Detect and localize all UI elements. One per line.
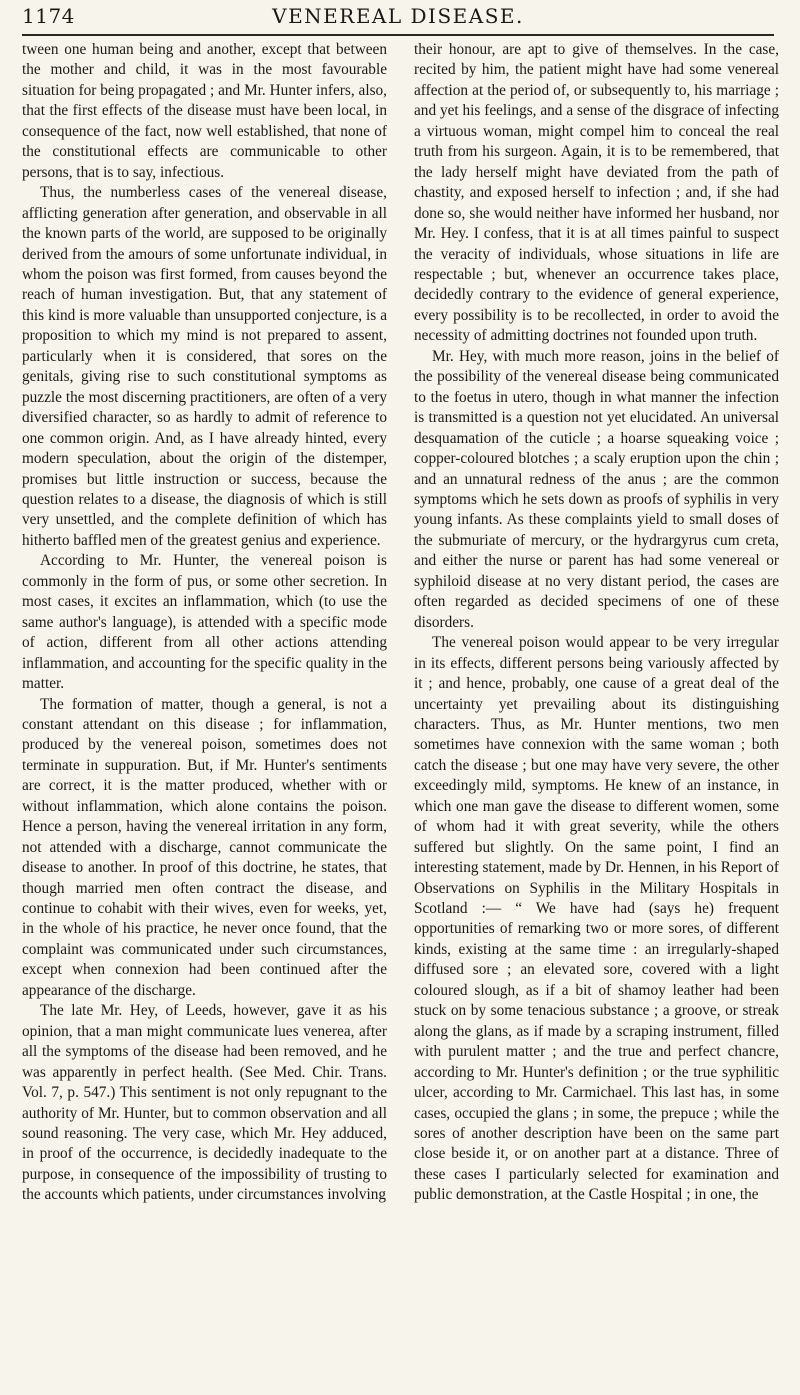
right-column: [414, 40, 779, 1206]
paragraph: The venereal poison would appear to be very irregular in its effects, different persons being variously affected by it ; and hence, probably, one cause of a great deal of the uncertainty yet prevailing about its distinguishing characters. Thus, as Mr. Hunter mentions, two men sometimes have connexion with the same woman ; both catch the disease ; but one may have very severe, the other exceedingly mild, symptoms. He knew of an instance, in which one man gave the disease to different women, some of whom had it with great severity, while the others suffered but slightly. On the same point, I find an interesting statement, made by Dr. Hennen, in his Report of Observations on Syphilis in the Military Hospitals in Scotland :— “ We have had (says he) frequent opportunities of remarking two or more sores, of different kinds, existing at the same time : an irregularly-shaped diffused sore ; an elevated sore, covered with a light coloured slough, as if a bit of shamoy leather had been stuck on by some tenacious substance ; a groove, or streak along the glans, as if made by a scraping instrument, filled with purulent matter ; and the true and perfect chancre, according to Mr. Hunter's definition ; or the true syphilitic ulcer, according to Mr. Carmichael. This last has, in some cases, occupied the glans ; in some, the prepuce ; while the sores of another description have been on the same part close beside it, or on another part at a distance. Three of these cases I particularly selected for examination and public demonstration, at the Castle Hospital ; in one, the: [414, 634, 779, 1204]
paragraph: The late Mr. Hey, of Leeds, however, gave it as his opinion, that a man might communicate lues venerea, after all the symptoms of the disease had been removed, and he was apparently in perfect health. (See Med. Chir. Trans. Vol. 7, p. 547.) This sentiment is not only repugnant to the authority of Mr. Hunter, but to common observation and all sound reasoning. The very case, which Mr. Hey adduced, in proof of the occurrence, is decidedly inadequate to the purpose, in consequence of the impossibility of trusting to the accounts which patients, under circumstances involving: [22, 1002, 387, 1204]
running-title: VENEREAL DISEASE.: [272, 4, 524, 28]
paragraph: tween one human being and another, except that between the mother and child, it was in the most favourable situation for being propagated ; and Mr. Hunter infers, also, that the first effects of the disease must have been local, in consequence of the fact, now well established, that none of the constitutional effects are communicable to other persons, that is to say, infectious.: [22, 41, 387, 181]
paragraph: The formation of matter, though a general, is not a constant attendant on this disease ; for inflammation, produced by the venereal poison, sometimes does not terminate in suppuration. But, if Mr. Hunter's sentiments are correct, it is the matter produced, whether with or without inflammation, which alone contains the poison. Hence a person, having the venereal irritation in any form, not attended with a discharge, cannot communicate the disease to another. In proof of this doctrine, he states, that though married men often contract the disease, and continue to cohabit with their wives, even for weeks, yet, in the whole of his practice, he never once found, that the complaint was communicated under such circumstances, except when connexion had been continued after the appearance of the discharge.: [22, 695, 387, 999]
left-column: [22, 40, 387, 1206]
paragraph: Mr. Hey, with much more reason, joins in the belief of the possibility of the venereal disease being communicated to the foetus in utero, though in what manner the infection is transmitted is a question not yet elucidated. An universal desquamation of the cuticle ; a hoarse squeaking voice ; copper-coloured blotches ; a scaly eruption upon the chin ; and an unnatural redness of the anus ; are the common symptoms which he sets down as proofs of syphilis in very young infants. As these complaints yield to small doses of the submuriate of mercury, or the hydrargyrus cum creta, and either the nurse or parent has had some venereal or syphiloid disease at no very distant period, the cases are often regarded as decided specimens of one of these disorders.: [414, 347, 779, 631]
paragraph: Thus, the numberless cases of the venereal disease, afflicting generation after generation, and observable in all the known parts of the world, are supposed to be originally derived from the amours of some unfortunate individual, in whom the poison was first formed, from causes beyond the reach of human investigation. But, that any statement of this kind is more valuable than unsupported conjecture, is a proposition to which my mind is not prepared to assent, particularly when it is considered, that sores on the genitals, giving rise to such constitutional symptoms as puzzle the most discerning practitioners, are often of a very diversified character, so as hardly to admit of reference to one common origin. And, as I have already hinted, every modern speculation, about the origin of the distemper, promises but little instruction or success, because the question relates to a disease, the diagnosis of which is still very unsettled, and the complete definition of which has hitherto baffled men of the greatest genius and experience.: [22, 184, 387, 549]
header-rule: [22, 34, 774, 36]
page-header: [22, 4, 774, 34]
page-number: 1174: [22, 4, 75, 28]
paragraph: their honour, are apt to give of themselves. In the case, recited by him, the patient might have had some venereal affection at the period of, or subsequently to, his marriage ; and yet his feelings, and a sense of the disgrace of infecting a virtuous woman, might compel him to conceal the real truth from his surgeon. Again, it is to be remembered, that the lady herself might have deviated from the path of chastity, and exposed herself to infection ; and, if she had done so, she would neither have informed her husband, nor Mr. Hey. I confess, that it is at all times painful to suspect the veracity of individuals, whose situations in life are respectable ; but, whenever an occurrence takes place, decidedly contrary to the evidence of general experience, every possibility is to be recollected, in order to avoid the necessity of admitting doctrines not founded upon truth.: [414, 41, 779, 345]
paragraph: According to Mr. Hunter, the venereal poison is commonly in the form of pus, or some other secretion. In most cases, it excites an inflammation, which (to use the same author's language), is attended with a specific mode of action, different from all other actions attending inflammation, and accounting for the specific quality in the matter.: [22, 552, 387, 693]
